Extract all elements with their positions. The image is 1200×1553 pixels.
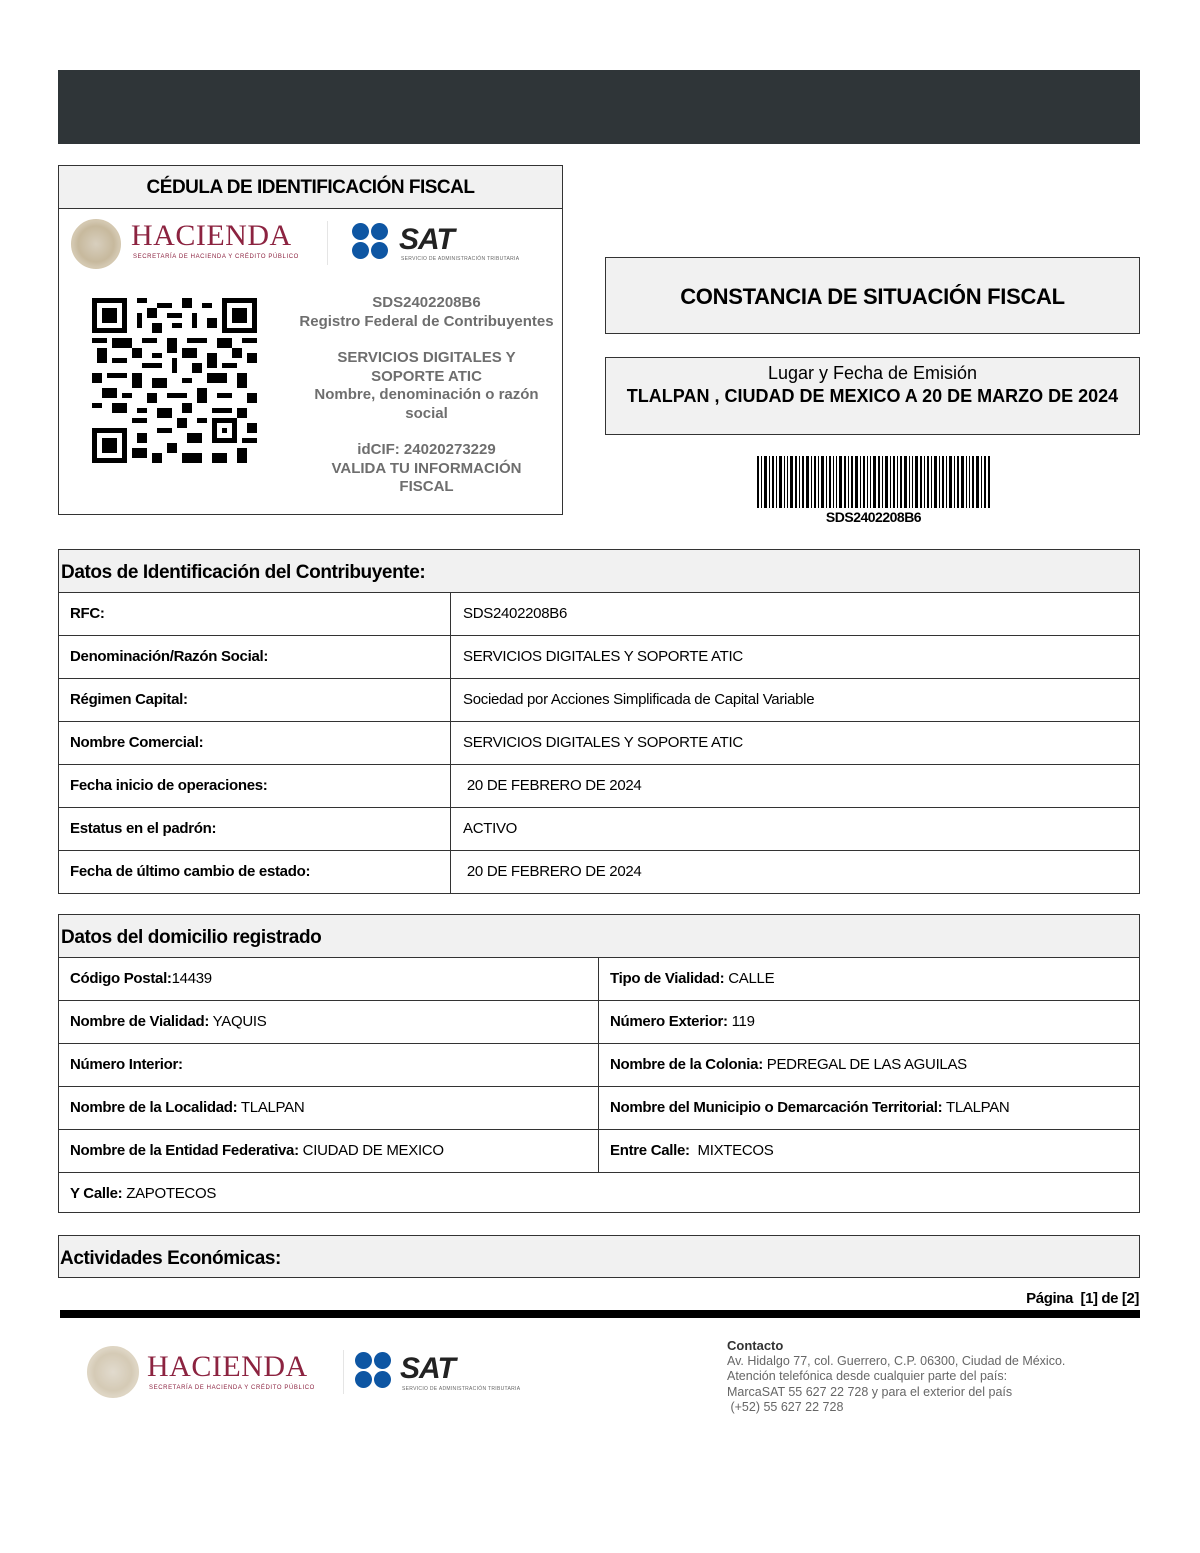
cell-label: Código Postal:: [70, 970, 172, 987]
barcode-text: SDS2402208B6: [825, 509, 922, 525]
cell-left: [59, 1001, 599, 1043]
emission-label: Lugar y Fecha de Emisión: [767, 363, 978, 383]
sat-subtitle: SERVICIO DE ADMINISTRACIÓN TRIBUTARIA: [402, 1386, 521, 1392]
identificacion-title: Datos de Identificación del Contribuyente:: [59, 550, 1139, 592]
row-value: SDS2402208B6: [463, 605, 567, 622]
cedula-rfc-label: Registro Federal de Contribuyentes: [299, 312, 554, 330]
cell-label: Número Exterior:: [610, 1013, 728, 1030]
contact-block: [727, 1338, 1127, 1416]
row-value: 20 DE FEBRERO DE 2024: [463, 777, 642, 794]
cell-label: Tipo de Vialidad:: [610, 970, 725, 987]
cell-label: Nombre de la Colonia:: [610, 1056, 763, 1073]
table-row: [59, 1129, 1139, 1172]
domicilio-title: Datos del domicilio registrado: [59, 915, 1139, 957]
mexico-seal-icon: [71, 219, 121, 269]
cell-value: 14439: [171, 970, 212, 987]
contact-title: Contacto: [727, 1338, 784, 1353]
cell-label: Nombre de la Entidad Federativa:: [70, 1142, 299, 1159]
table-row: [59, 764, 1139, 807]
table-row: [59, 592, 1139, 635]
hacienda-logo: HACIENDA: [147, 1350, 308, 1383]
sat-logo: SAT: [399, 223, 454, 256]
cell-label: Nombre de la Localidad:: [70, 1099, 238, 1116]
cell-right: [599, 1130, 1139, 1172]
cedula-idcif: idCIF: 24020273229: [357, 441, 496, 458]
cedula-validate-link[interactable]: VALIDA TU INFORMACIÓN FISCAL: [331, 459, 522, 495]
row-value: 20 DE FEBRERO DE 2024: [463, 863, 642, 880]
cell-value: ZAPOTECOS: [122, 1185, 217, 1202]
emission-box: [605, 357, 1140, 435]
cell-right: [599, 1044, 1139, 1086]
identificacion-table: [58, 549, 1140, 894]
cedula-title: CÉDULA DE IDENTIFICACIÓN FISCAL: [59, 166, 562, 209]
table-row: [59, 1086, 1139, 1129]
cell-value: CALLE: [724, 970, 775, 987]
table-row: [59, 635, 1139, 678]
row-value: Sociedad por Acciones Simplificada de Capital Variable: [463, 691, 815, 708]
table-row: [59, 1172, 1139, 1212]
logo-divider: [343, 1350, 344, 1394]
contact-address: Av. Hidalgo 77, col. Guerrero, C.P. 06300, Ciudad de México.: [727, 1353, 1066, 1368]
hacienda-logo: HACIENDA: [131, 219, 292, 252]
cell-full: [59, 1173, 1139, 1212]
domicilio-table: [58, 914, 1140, 1213]
hacienda-subtitle: SECRETARÍA DE HACIENDA Y CRÉDITO PÚBLICO: [149, 1385, 315, 1391]
cell-label: Nombre de Vialidad:: [70, 1013, 210, 1030]
logos-row: [59, 209, 562, 279]
hacienda-subtitle: SECRETARÍA DE HACIENDA Y CRÉDITO PÚBLICO: [133, 254, 299, 260]
row-label: Fecha de último cambio de estado:: [59, 851, 451, 893]
table-row: [59, 721, 1139, 764]
cell-left: [59, 958, 599, 1000]
cell-value: MIXTECOS: [689, 1142, 774, 1159]
row-value: SERVICIOS DIGITALES Y SOPORTE ATIC: [463, 648, 743, 665]
cell-value: CIUDAD DE MEXICO: [298, 1142, 444, 1159]
cedula-name-label: Nombre, denominación o razón social: [314, 386, 539, 422]
mexico-seal-icon: [87, 1346, 139, 1398]
cedula-name: SERVICIOS DIGITALES Y SOPORTE ATIC: [337, 349, 516, 385]
barcode-icon: [757, 456, 990, 508]
cedula-card: [58, 165, 563, 515]
row-label: Denominación/Razón Social:: [59, 636, 451, 678]
cell-left: [59, 1044, 599, 1086]
contact-line: MarcaSAT 55 627 22 728 y para el exterior del país: [727, 1384, 1013, 1399]
footer-divider: [60, 1310, 1140, 1318]
row-label: Nombre Comercial:: [59, 722, 451, 764]
sat-subtitle: SERVICIO DE ADMINISTRACIÓN TRIBUTARIA: [401, 256, 520, 262]
table-row: [59, 850, 1139, 893]
contact-line: Atención telefónica desde cualquier parte del país:: [727, 1369, 1008, 1383]
cell-label: Entre Calle:: [610, 1142, 690, 1159]
cedula-rfc: SDS2402208B6: [372, 294, 481, 311]
contact-phone: (+52) 55 627 22 728: [727, 1400, 844, 1414]
sat-logo: SAT: [400, 1352, 455, 1385]
table-row: [59, 1043, 1139, 1086]
row-value: SERVICIOS DIGITALES Y SOPORTE ATIC: [463, 734, 743, 751]
row-label: Fecha inicio de operaciones:: [59, 765, 451, 807]
row-value: ACTIVO: [463, 820, 518, 837]
logo-divider: [327, 221, 328, 265]
table-row: [59, 1000, 1139, 1043]
cell-right: [599, 1001, 1139, 1043]
cell-left: [59, 1087, 599, 1129]
document-title: CONSTANCIA DE SITUACIÓN FISCAL: [605, 257, 1140, 334]
table-row: [59, 678, 1139, 721]
cell-right: [599, 958, 1139, 1000]
cell-label: Nombre del Municipio o Demarcación Territorial:: [610, 1099, 943, 1116]
cell-value: TLALPAN: [237, 1099, 305, 1116]
cell-label: Número Interior:: [70, 1056, 183, 1073]
table-row: [59, 957, 1139, 1000]
cell-right: [599, 1087, 1139, 1129]
emission-value: TLALPAN , CIUDAD DE MEXICO A 20 DE MARZO DE 2024: [626, 386, 1119, 406]
cell-value: TLALPAN: [942, 1099, 1010, 1116]
qr-code-icon[interactable]: [92, 298, 257, 463]
cell-value: YAQUIS: [209, 1013, 267, 1030]
sat-logo-icon: [352, 223, 392, 259]
row-label: RFC:: [59, 593, 451, 635]
cell-value: 119: [727, 1013, 755, 1030]
footer-logos: [85, 1342, 555, 1402]
cell-value: PEDREGAL DE LAS AGUILAS: [762, 1056, 967, 1073]
actividades-title: Actividades Económicas:: [58, 1235, 1140, 1278]
page-number: Página [1] de [2]: [1026, 1290, 1139, 1307]
sat-logo-icon: [355, 1352, 395, 1388]
cedula-info: [299, 294, 554, 497]
table-row: [59, 807, 1139, 850]
header-bar: [58, 70, 1140, 144]
row-label: Régimen Capital:: [59, 679, 451, 721]
cell-label: Y Calle:: [70, 1185, 123, 1202]
cell-left: [59, 1130, 599, 1172]
row-label: Estatus en el padrón:: [59, 808, 451, 850]
